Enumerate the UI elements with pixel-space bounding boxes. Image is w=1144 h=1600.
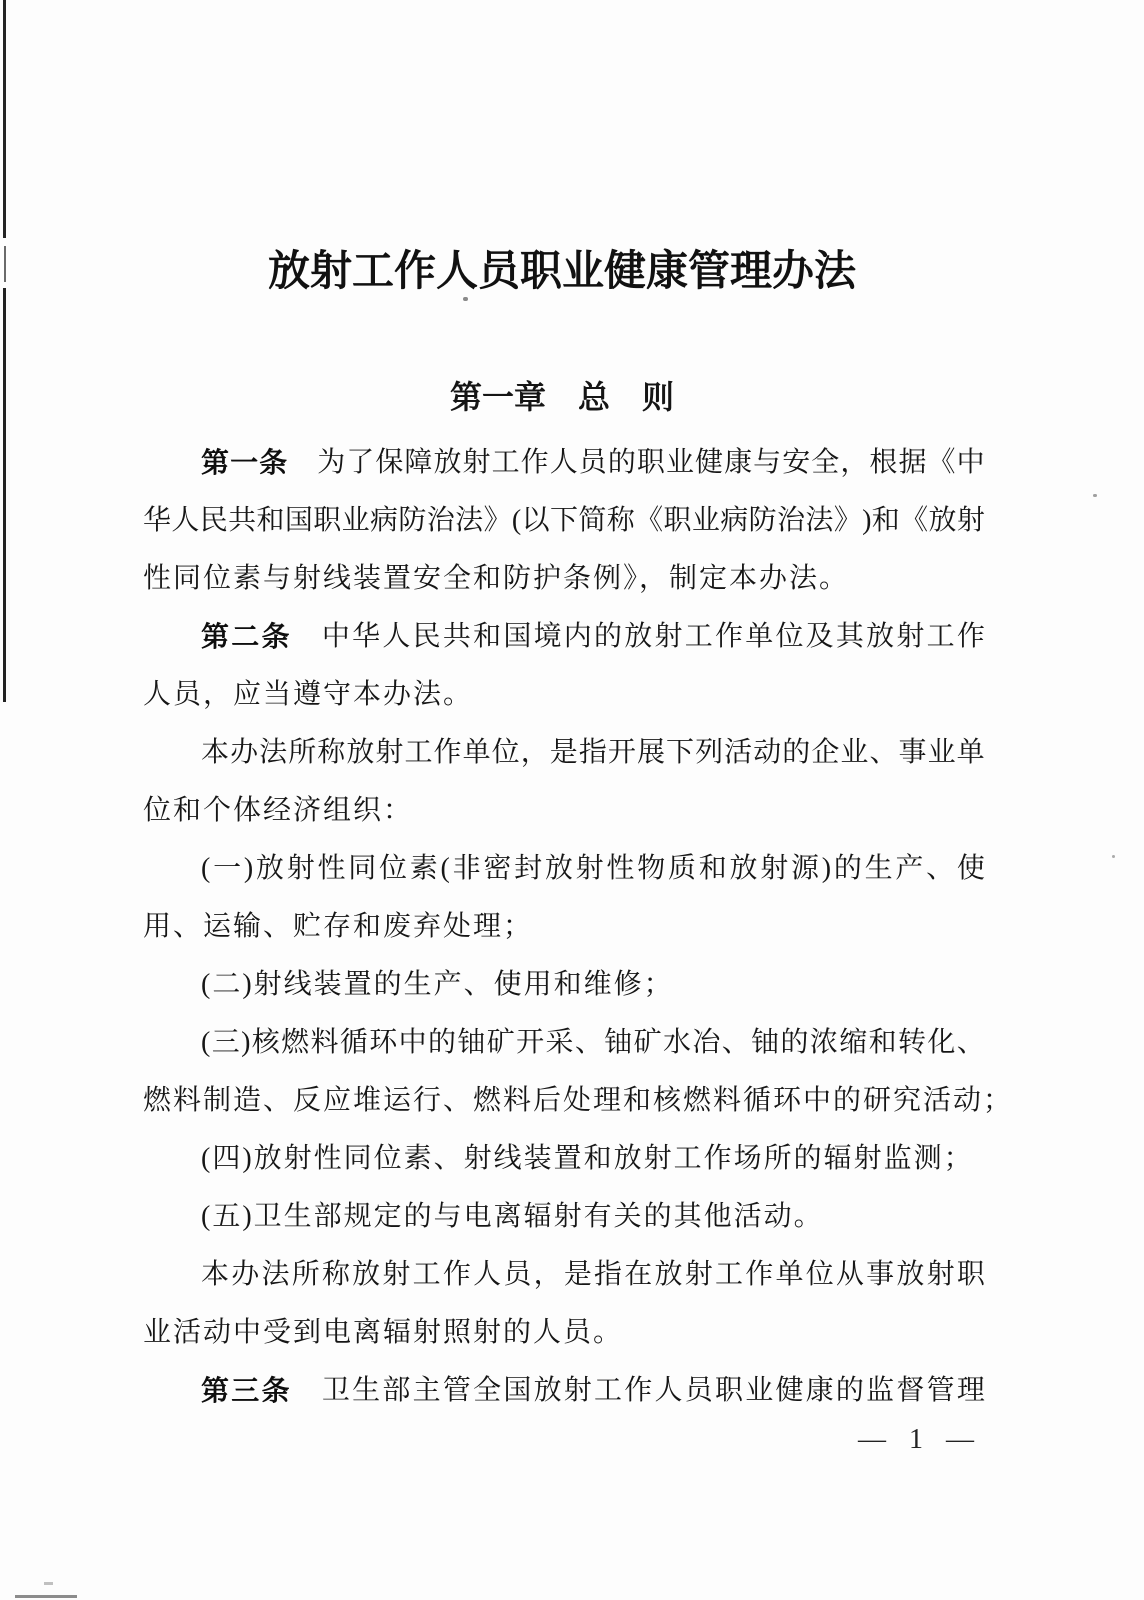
text-line: 燃料制造、反应堆运行、燃料后处理和核燃料循环中的研究活动； — [143, 1085, 1014, 1116]
document-title: 放射工作人员职业健康管理办法 — [267, 247, 856, 294]
text-line: 第 三 条 卫 生 部 主 管 全 国 放 射 工 作 人 员 职 业 健 康 的 监 督 管 理 — [201, 1375, 985, 1406]
text-line: ( 一 ) 放 射 性 同 位 素 ( 非 密 封 放 射 性 物 质 和 放 射 源 ) 的 生 产 、 使 — [201, 853, 985, 884]
scan-speck — [1093, 494, 1097, 497]
document-body — [143, 434, 1014, 1420]
text-line: 用、运输、贮存和废弃处理； — [143, 911, 534, 942]
text-line: 本 办 法 所 称 放 射 工 作 单 位 ， 是 指 开 展 下 列 活 动 的 企 业 、 事 业 单 — [201, 737, 985, 768]
scan-speck — [44, 1582, 53, 1585]
text-line: 性同位素与射线装置安全和防护条例》，制定本办法。 — [143, 563, 850, 594]
text-line: (五)卫生部规定的与电离辐射有关的其他活动。 — [201, 1201, 824, 1232]
text-line: 业活动中受到电离辐射照射的人员。 — [143, 1317, 624, 1348]
scan-artifact-left-edge — [3, 0, 6, 238]
text-line: 本 办 法 所 称 放 射 工 作 人 员 ， 是 指 在 放 射 工 作 单 位 从 事 放 射 职 — [201, 1259, 985, 1290]
page-number: — 1 — — [858, 1424, 976, 1455]
scan-speck — [1112, 855, 1115, 858]
scan-artifact-bottom-line — [15, 1595, 77, 1598]
text-line: 人员，应当遵守本办法。 — [143, 679, 474, 710]
text-line: 第 一 条 为 了 保 障 放 射 工 作 人 员 的 职 业 健 康 与 安 全 ， 根 据 《 中 — [201, 447, 985, 478]
text-line: (四)放射性同位素、射线装置和放射工作场所的辐射监测； — [201, 1143, 974, 1174]
text-line: ( 三 ) 核 燃 料 循 环 中 的 铀 矿 开 采 、 铀 矿 水 冶 、 铀 的 浓 缩 和 转 化 、 — [201, 1027, 985, 1058]
text-line: 位和个体经济组织： — [143, 795, 414, 826]
chapter-heading: 第一章 总 则 — [449, 379, 674, 415]
text-line: (二)射线装置的生产、使用和维修； — [201, 969, 674, 1000]
text-line: 华 人 民 共 和 国 职 业 病 防 治 法 》 ( 以 下 简 称 《 职 业 病 防 治 法 》 ) 和 《 放 射 — [143, 505, 985, 536]
text-line: 第 二 条 中 华 人 民 共 和 国 境 内 的 放 射 工 作 单 位 及 其 放 射 工 作 — [201, 621, 985, 652]
scan-artifact-left-edge — [3, 288, 6, 702]
